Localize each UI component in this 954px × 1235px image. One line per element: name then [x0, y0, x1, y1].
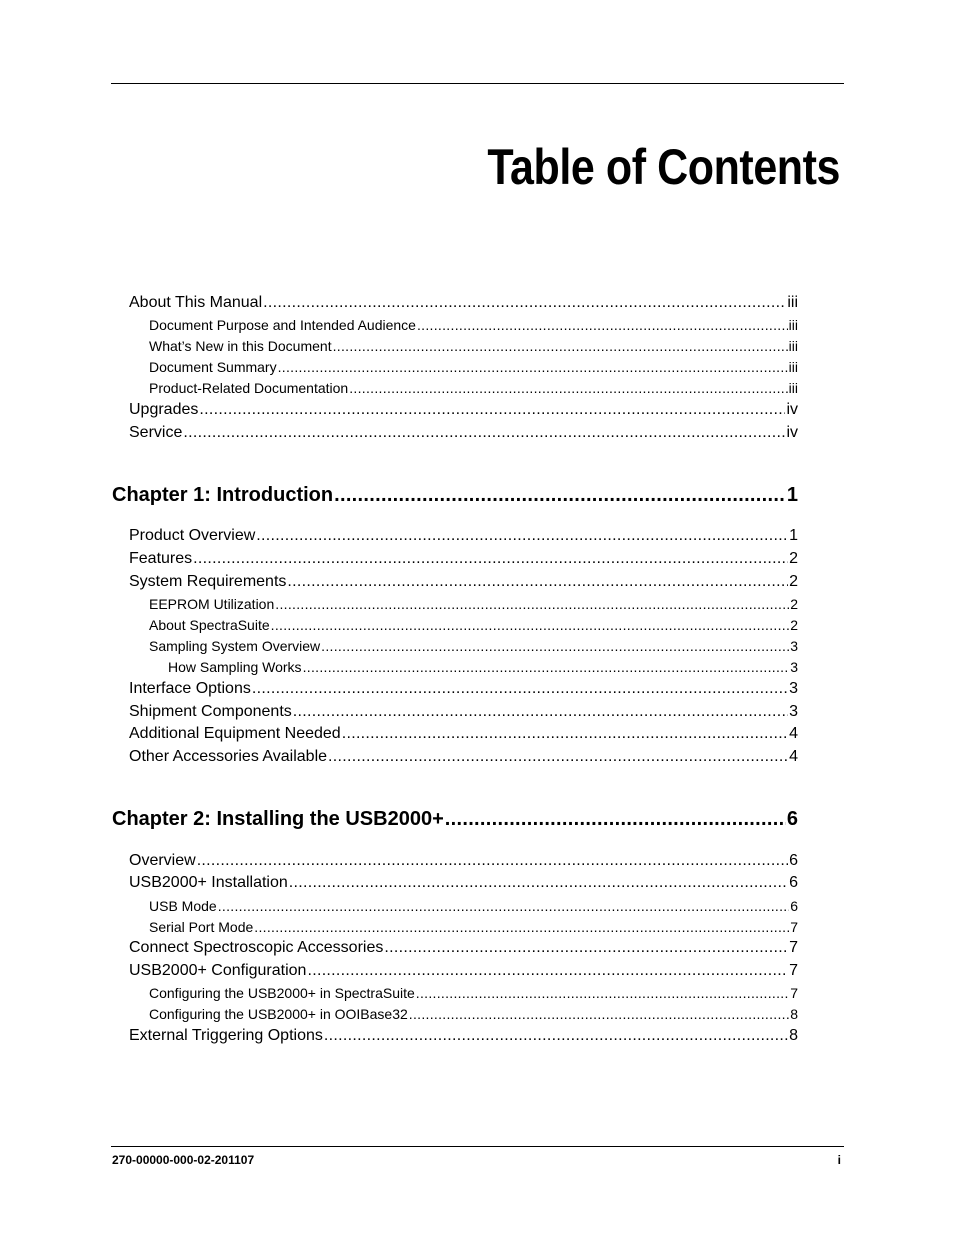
dot-leader: [445, 806, 786, 832]
dot-leader: [333, 337, 788, 355]
toc-entry[interactable]: [168, 658, 798, 676]
dot-leader: [417, 316, 788, 334]
toc-entry-title: Other Accessories Available: [129, 748, 328, 765]
dot-leader: [334, 482, 786, 508]
toc-entry[interactable]: [129, 293, 798, 313]
dot-leader: [256, 526, 788, 546]
dot-leader: [197, 851, 788, 871]
toc-entry[interactable]: [149, 595, 798, 613]
toc-entry-title: Upgrades: [129, 401, 199, 418]
toc-entry[interactable]: [129, 526, 798, 546]
toc-entry-title: Product Overview: [129, 527, 256, 544]
toc-entry[interactable]: [149, 918, 798, 936]
toc-entry-page: 7: [789, 939, 798, 956]
toc-entry-title: Document Purpose and Intended Audience: [149, 317, 416, 333]
toc-entry-title: Features: [129, 550, 193, 567]
dot-leader: [293, 702, 788, 722]
toc-entry-page: iii: [788, 380, 798, 396]
toc-entry-page: 6: [790, 898, 798, 914]
toc-entry[interactable]: [149, 379, 798, 397]
toc-entry-title: How Sampling Works: [168, 659, 302, 675]
toc-entry-title: What’s New in this Document: [149, 338, 332, 354]
toc-entry-page: iii: [788, 317, 798, 333]
toc-entry[interactable]: [129, 851, 798, 871]
toc-entry-page: 1: [789, 527, 798, 544]
dot-leader: [416, 984, 789, 1002]
toc-entry[interactable]: [149, 358, 798, 376]
toc-entry[interactable]: [129, 423, 798, 443]
dot-leader: [342, 724, 788, 744]
dot-leader: [349, 379, 787, 397]
toc-entry-page: 4: [789, 725, 798, 742]
toc-entry-title: Connect Spectroscopic Accessories: [129, 939, 384, 956]
toc-entry-title: Sampling System Overview: [149, 638, 321, 654]
toc-entry-page: iv: [786, 401, 798, 418]
footer-page-number: i: [837, 1153, 841, 1167]
toc-entry-title: System Requirements: [129, 573, 287, 590]
toc-entry-title: External Triggering Options: [129, 1027, 323, 1044]
dot-leader: [218, 897, 790, 915]
toc-entry-page: 2: [789, 550, 798, 567]
dot-leader: [289, 873, 788, 893]
toc-entry-page: iii: [788, 359, 798, 375]
toc-entry-page: 3: [790, 638, 798, 654]
dot-leader: [254, 918, 789, 936]
toc-entry-title: USB2000+ Installation: [129, 874, 288, 891]
toc-entry-title: Additional Equipment Needed: [129, 725, 341, 742]
toc-entry[interactable]: [129, 1026, 798, 1046]
toc-entry-page: 3: [789, 680, 798, 697]
toc-entry[interactable]: [129, 873, 798, 893]
toc-entry-page: 4: [789, 748, 798, 765]
toc-entry-title: Configuring the USB2000+ in OOIBase32: [149, 1006, 408, 1022]
dot-leader: [252, 679, 788, 699]
toc-entry[interactable]: [149, 337, 798, 355]
toc-entry[interactable]: [149, 637, 798, 655]
toc-entry[interactable]: [129, 572, 798, 592]
toc-entry-title: Shipment Components: [129, 703, 292, 720]
toc-entry[interactable]: [149, 1005, 798, 1023]
toc-entry-title: About SpectraSuite: [149, 617, 270, 633]
toc-entry[interactable]: [129, 961, 798, 981]
toc-entry-title: Chapter 1: Introduction: [112, 484, 334, 506]
toc-entry-page: 7: [789, 962, 798, 979]
toc-entry-title: Service: [129, 424, 183, 441]
toc-entry[interactable]: [129, 702, 798, 722]
dot-leader: [324, 1026, 788, 1046]
dot-leader: [278, 358, 788, 376]
toc-entry-title: Chapter 2: Installing the USB2000+: [112, 808, 444, 830]
toc-entry-page: 2: [790, 617, 798, 633]
dot-leader: [271, 616, 790, 634]
toc-entry-title: Document Summary: [149, 359, 277, 375]
toc-entry-title: Interface Options: [129, 680, 251, 697]
toc-entry[interactable]: [149, 984, 798, 1002]
toc-entry[interactable]: [149, 897, 798, 915]
toc-entry-page: iii: [788, 338, 798, 354]
toc-entry-page: 7: [790, 919, 798, 935]
footer-rule: [111, 1146, 844, 1147]
toc-entry[interactable]: [129, 724, 798, 744]
toc-entry-page: iii: [787, 294, 798, 311]
toc-entry[interactable]: [129, 400, 798, 420]
dot-leader: [287, 572, 788, 592]
toc-entry-page: 2: [789, 573, 798, 590]
toc-entry-page: 3: [790, 659, 798, 675]
dot-leader: [199, 400, 785, 420]
dot-leader: [263, 293, 786, 313]
dot-leader: [307, 961, 788, 981]
toc-entry-page: 8: [790, 1006, 798, 1022]
toc-entry-page: 6: [786, 808, 798, 830]
toc-entry[interactable]: [149, 316, 798, 334]
toc-entry-page: 6: [789, 874, 798, 891]
toc-entry-title: Product-Related Documentation: [149, 380, 349, 396]
header-rule: [111, 83, 844, 84]
toc-entry-page: iv: [786, 424, 798, 441]
page-title: Table of Contents: [487, 139, 840, 195]
toc-entry-title: Overview: [129, 852, 196, 869]
toc-entry[interactable]: [129, 747, 798, 767]
toc-entry-title: USB Mode: [149, 898, 217, 914]
toc-entry[interactable]: [149, 616, 798, 634]
dot-leader: [303, 658, 790, 676]
dot-leader: [193, 549, 788, 569]
dot-leader: [183, 423, 785, 443]
dot-leader: [275, 595, 789, 613]
toc-chapter-heading[interactable]: [112, 806, 798, 832]
toc-entry-page: 6: [789, 852, 798, 869]
dot-leader: [409, 1005, 789, 1023]
toc-entry-title: USB2000+ Configuration: [129, 962, 307, 979]
toc-entry-title: Configuring the USB2000+ in SpectraSuite: [149, 985, 415, 1001]
toc-entry-title: About This Manual: [129, 294, 263, 311]
dot-leader: [384, 938, 788, 958]
toc-entry-title: Serial Port Mode: [149, 919, 254, 935]
footer-doc-number: 270-00000-000-02-201107: [112, 1153, 255, 1167]
toc-entry-page: 7: [790, 985, 798, 1001]
toc-entry[interactable]: [129, 679, 798, 699]
toc-entry-page: 2: [790, 596, 798, 612]
toc-chapter-heading[interactable]: [112, 482, 798, 508]
dot-leader: [321, 637, 789, 655]
toc-entry-page: 8: [789, 1027, 798, 1044]
toc-entry[interactable]: [129, 938, 798, 958]
toc-entry-page: 1: [786, 484, 798, 506]
dot-leader: [328, 747, 788, 767]
toc-entry-page: 3: [789, 703, 798, 720]
toc-entry[interactable]: [129, 549, 798, 569]
toc-entry-title: EEPROM Utilization: [149, 596, 275, 612]
